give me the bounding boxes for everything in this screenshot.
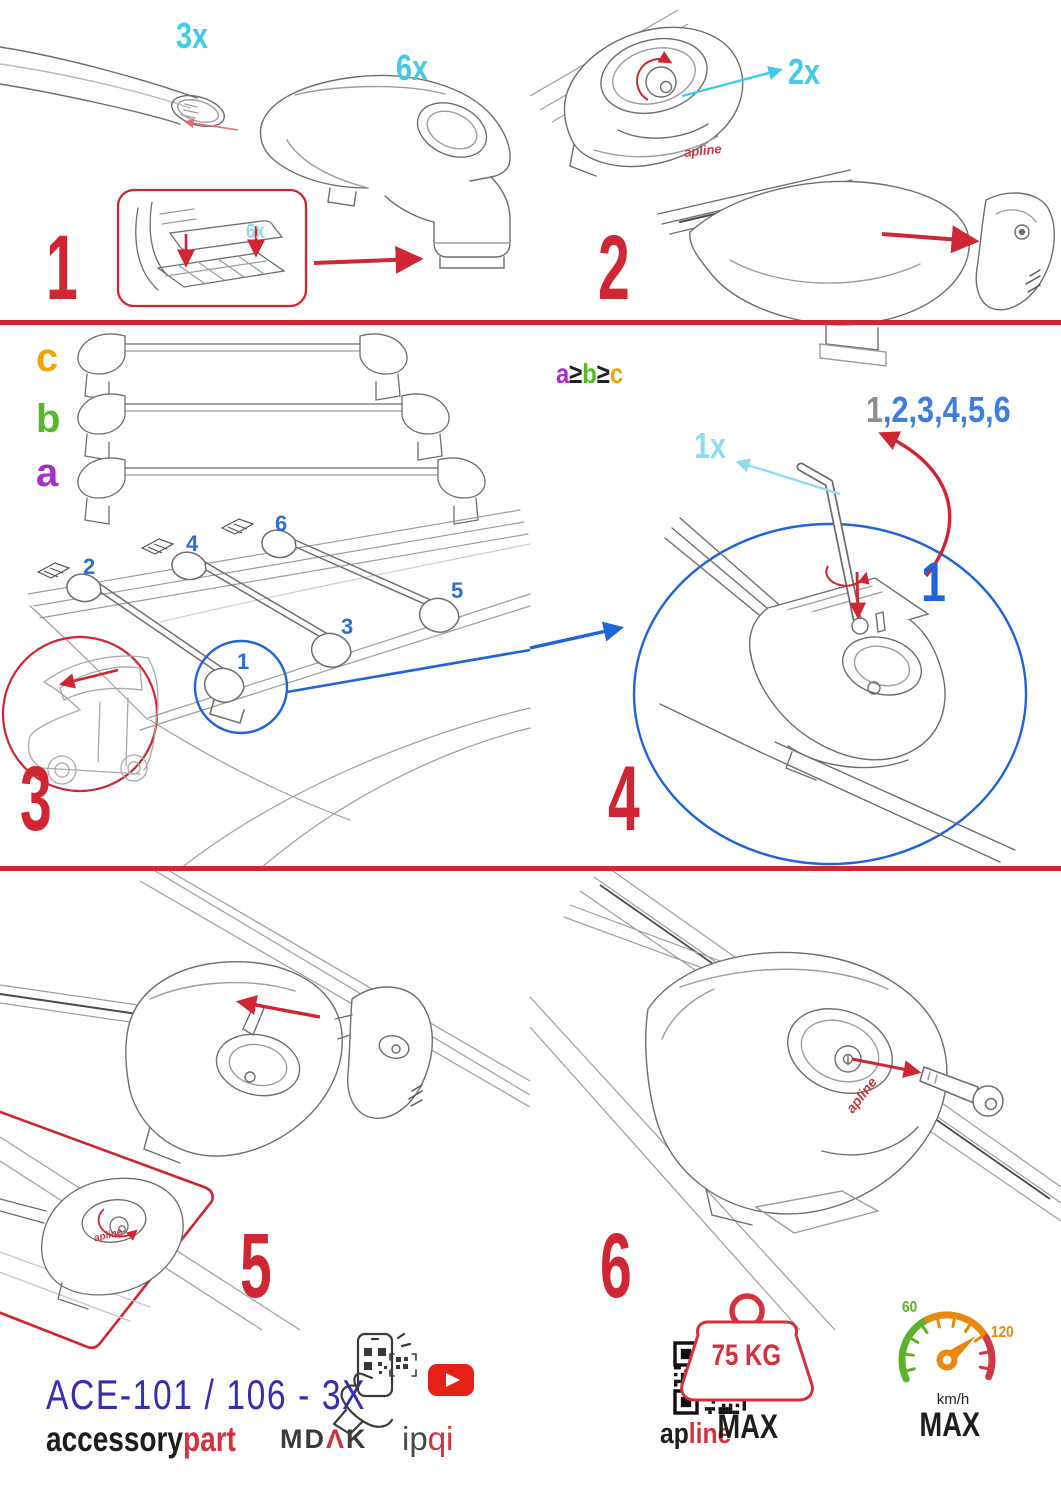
foot-cap-art: [126, 962, 433, 1163]
roof-position-3: 3: [341, 614, 354, 639]
accessorypart-logo: accessorypart: [46, 1420, 236, 1459]
lock-icon: [646, 67, 676, 97]
step2-brand-mark: apline: [683, 141, 723, 160]
roof-position-4: 4: [186, 531, 199, 556]
mdak-logo: MDΛK: [280, 1424, 368, 1454]
step1-bar-qty: 3x: [176, 15, 209, 56]
step1-number: 1: [46, 217, 77, 319]
roof-position-2: 2: [83, 554, 96, 579]
crossbar-art: [0, 47, 228, 132]
bar-length-formula: a≥b≥c: [556, 358, 624, 389]
scan-phone-icon: [332, 1330, 416, 1432]
step1-foot-qty: 6x: [396, 47, 429, 88]
step1-inset-box: [118, 190, 306, 306]
inset-pointer-arrow: [314, 259, 418, 263]
ipqi-logo: ipqi: [402, 1420, 454, 1457]
step5-number: 5: [240, 1215, 271, 1317]
bar-label-b: b: [36, 397, 61, 441]
tighten-order: 1,2,3,4,5,6: [866, 389, 1011, 430]
tighten-arrow: [857, 572, 858, 616]
step4-position-ref: 1: [921, 550, 946, 613]
magnify-entry-arrow: [530, 628, 620, 648]
step6-brand-mark: apline: [842, 1074, 880, 1116]
step4-number: 4: [608, 748, 639, 850]
foot-lock-art6: [646, 952, 947, 1233]
youtube-icon: [427, 1363, 475, 1397]
step4-tool-qty: 1x: [694, 425, 727, 466]
bar-label-a: a: [36, 451, 59, 495]
step6-number: 6: [600, 1215, 631, 1317]
step2-lock-qty: 2x: [788, 51, 821, 92]
inset-foot-art: [0, 1178, 183, 1321]
section-divider-1: [0, 320, 1061, 325]
speed-max-label: MAX: [919, 1406, 981, 1444]
roof-position-5: 5: [451, 578, 464, 603]
section-divider-2: [0, 866, 1061, 871]
bar-insert-arrow: [186, 122, 238, 130]
apline-logo: apline: [660, 1418, 732, 1450]
step5-brand-mark: apline: [92, 1226, 124, 1245]
speed-min-label: 60: [902, 1299, 918, 1316]
bar-b-art: [78, 394, 449, 460]
bar-label-c: c: [36, 336, 59, 380]
max-weight-value: 75 KG: [711, 1339, 781, 1372]
speed-unit-label: km/h: [936, 1391, 970, 1408]
step3-number: 3: [20, 748, 51, 850]
roof-bars-art: [67, 530, 459, 723]
bar-c-art: [78, 334, 407, 400]
max-weight-label: MAX: [717, 1408, 779, 1446]
roof-position-1: 1: [237, 649, 250, 674]
step2-number: 2: [598, 217, 629, 319]
model-code: ACE-101 / 106 - 3X: [46, 1371, 367, 1418]
speed-max-value: 120: [991, 1324, 1014, 1341]
rubber-pads-art: [38, 519, 253, 578]
step1-pad-qty: 6x: [246, 220, 265, 243]
roof-position-6: 6: [275, 511, 288, 536]
